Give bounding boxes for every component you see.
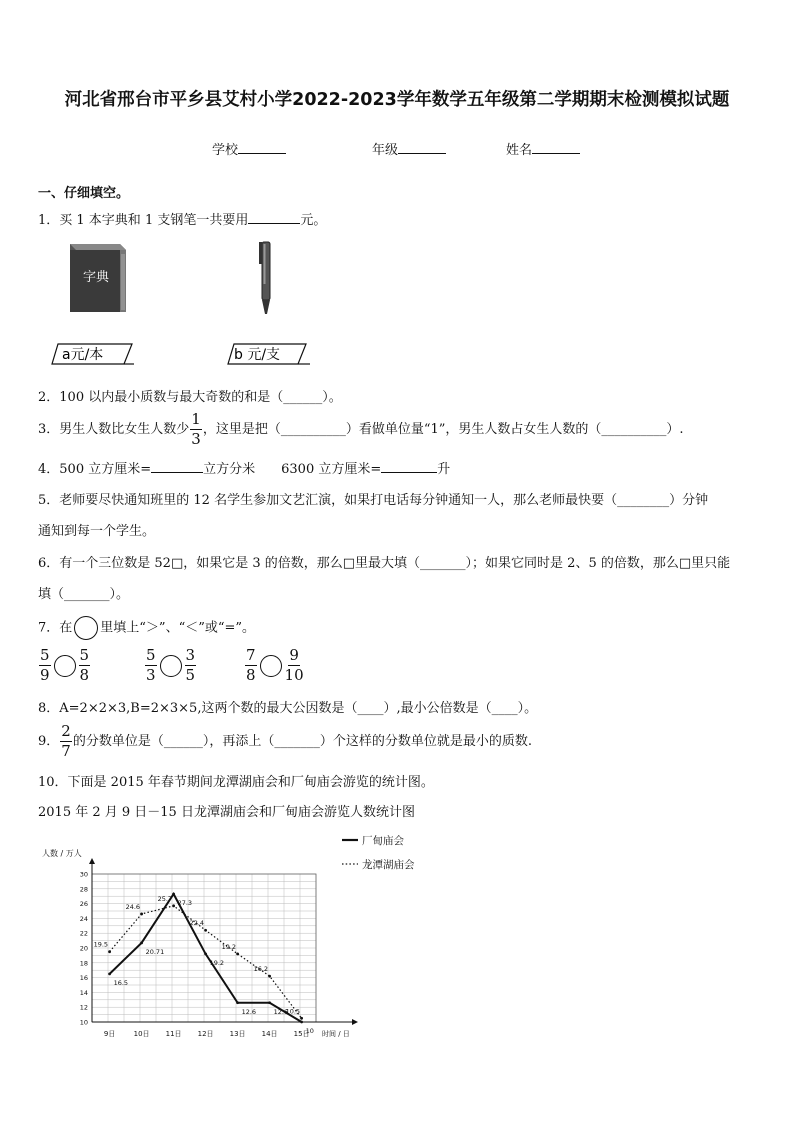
- question-1: [38, 209, 326, 228]
- x-tick-label: 15日: [293, 1030, 310, 1038]
- y-tick-label: 30: [79, 870, 88, 879]
- page-title: 河北省邢台市平乡县艾村小学2022-2023学年数学五年级第二学期期末检测模拟试题: [64, 90, 730, 110]
- book-price-tag: [50, 342, 140, 366]
- data-label: 20.71: [145, 947, 165, 956]
- data-point: [236, 953, 239, 956]
- data-point: [172, 893, 175, 896]
- data-point: [108, 973, 111, 976]
- line-chart: [36, 828, 436, 1050]
- q9-fraction: $\frac{2}{7}$: [61, 722, 71, 760]
- data-point: [236, 1001, 239, 1004]
- question-3: [38, 412, 684, 447]
- compare-pair-2: $\frac{5}{3}$ $\frac{3}{5}$: [146, 646, 196, 684]
- question-6-line-1: 6．有一个三位数是 52□，如果它是 3 的倍数，那么□里最大填（_______）；如果它同时是 2、5 的倍数，那么□里只能: [38, 556, 731, 571]
- y-tick-label: 20: [79, 944, 88, 953]
- q3-text-a: 3．男生人数比女生人数少: [38, 422, 190, 437]
- x-tick-label: 14日: [261, 1030, 278, 1038]
- x-tick-label: 11日: [165, 1030, 182, 1038]
- question-2: 2．100 以内最小质数与最大奇数的和是（______）。: [38, 390, 342, 405]
- q4-text-c: 6300 立方厘米=: [281, 462, 382, 477]
- name-field[interactable]: [506, 139, 580, 158]
- data-label: 27.3: [177, 898, 193, 907]
- compare-pair-1: $\frac{5}{9}$ $\frac{5}{8}$: [40, 646, 90, 684]
- x-tick-label: 9日: [103, 1030, 116, 1038]
- name-label: 姓名: [506, 143, 533, 158]
- question-10: 10．下面是 2015 年春节期间龙潭湖庙会和厂甸庙会游览的统计图。: [38, 775, 434, 790]
- q1-blank[interactable]: [248, 211, 300, 224]
- x-tick-label: 13日: [229, 1030, 246, 1038]
- data-label: 16.2: [253, 965, 269, 974]
- q4-text-b: 立方分米: [203, 462, 256, 477]
- y-tick-label: 28: [79, 885, 88, 894]
- x-axis-label: 时间 / 日: [322, 1030, 350, 1038]
- x-tick-label: 12日: [197, 1030, 214, 1038]
- data-point: [204, 929, 207, 932]
- q4-text-a: 4．500 立方厘米=: [38, 462, 152, 477]
- question-7: [38, 616, 255, 640]
- q1-text-end: 元。: [300, 213, 327, 228]
- question-4: [38, 458, 450, 477]
- q1-text: 1．买 1 本字典和 1 支钢笔一共要用: [38, 213, 249, 228]
- pen-price-text: b 元/支: [234, 347, 281, 363]
- compare-circle-3[interactable]: [260, 655, 282, 677]
- y-tick-label: 18: [79, 959, 88, 968]
- q9-text-a: 9．: [38, 734, 60, 749]
- y-tick-label: 10: [79, 1018, 88, 1027]
- y-tick-label: 22: [79, 929, 88, 938]
- q3-fraction: $\frac{1}{3}$: [191, 410, 201, 448]
- grade-field[interactable]: [372, 139, 446, 158]
- y-tick-label: 16: [79, 974, 88, 983]
- data-point: [140, 941, 143, 944]
- legend-entry: 龙潭湖庙会: [362, 859, 415, 871]
- y-axis-label: 人数 / 万人: [42, 849, 82, 858]
- q4-blank-2[interactable]: [381, 460, 437, 473]
- q4-blank-1[interactable]: [151, 460, 203, 473]
- dictionary-image: [64, 240, 128, 314]
- y-tick-label: 14: [79, 988, 88, 997]
- data-label: 19.2: [221, 942, 237, 951]
- x-axis-arrow: [352, 1019, 358, 1025]
- school-field[interactable]: [212, 139, 286, 158]
- chart-title: 2015 年 2 月 9 日－15 日龙潭湖庙会和厂甸庙会游览人数统计图: [38, 805, 415, 820]
- data-label: 22.4: [189, 919, 205, 928]
- compare-circle-2[interactable]: [160, 655, 182, 677]
- data-point: [172, 904, 175, 907]
- data-label: 25.7: [157, 894, 173, 903]
- data-label: 19.5: [93, 940, 109, 949]
- data-label: 19.2: [209, 958, 225, 967]
- dictionary-label: 字典: [82, 270, 110, 285]
- y-tick-label: 24: [79, 914, 88, 923]
- y-axis-arrow: [89, 858, 95, 864]
- circle-icon: [74, 616, 98, 640]
- series-line-longtanhu: [110, 906, 302, 1018]
- y-tick-label: 12: [79, 1003, 88, 1012]
- data-point: [268, 975, 271, 978]
- data-point: [108, 950, 111, 953]
- question-8: 8．A=2×2×3,B=2×3×5,这两个数的最大公因数是（____）,最小公倍数是（____）。: [38, 701, 538, 716]
- pen-price-tag: [226, 342, 316, 366]
- q7-text-a: 7．在: [38, 620, 73, 636]
- question-5-line-1: 5．老师要尽快通知班里的 12 名学生参加文艺汇演，如果打电话每分钟通知一人，那么老师最快要（________）分钟: [38, 493, 709, 508]
- question-9: [38, 724, 532, 759]
- data-label: 24.6: [125, 902, 141, 911]
- compare-circle-1[interactable]: [54, 655, 76, 677]
- q9-text-b: 的分数单位是（______），再添上（_______）个这样的分数单位就是最小的质数.: [72, 734, 532, 749]
- data-label: 12.6: [241, 1007, 257, 1016]
- q3-text-b: ，这里是把（__________）看做单位量“1”，男生人数占女生人数的（__________）.: [202, 422, 684, 437]
- grade-label: 年级: [372, 143, 399, 158]
- q7-text-b: 里填上“＞”、“＜”或“=”。: [100, 620, 256, 636]
- data-point: [300, 1017, 303, 1020]
- pen-image: [256, 240, 276, 316]
- data-point: [300, 1021, 303, 1024]
- book-price-text: a元/本: [62, 347, 104, 363]
- data-point: [140, 913, 143, 916]
- compare-pair-3: $\frac{7}{8}$ $\frac{9}{10}$: [246, 646, 304, 684]
- x-tick-label: 10日: [133, 1030, 150, 1038]
- data-label: 10.5: [285, 1007, 301, 1016]
- series-line-changdian: [110, 894, 302, 1022]
- data-point: [268, 1001, 271, 1004]
- q4-text-d: 升: [437, 462, 451, 477]
- section-heading: 一、仔细填空。: [38, 186, 130, 201]
- legend-entry: 厂甸庙会: [362, 835, 404, 847]
- school-label: 学校: [212, 143, 239, 158]
- data-label: 12.6: [273, 1007, 289, 1016]
- data-point: [204, 953, 207, 956]
- data-label: 16.5: [113, 978, 129, 987]
- question-6-line-2: 填（_______）。: [38, 587, 130, 602]
- question-5-line-2: 通知到每一个学生。: [38, 524, 156, 539]
- y-tick-label: 26: [79, 900, 88, 909]
- data-label: 10: [305, 1027, 314, 1035]
